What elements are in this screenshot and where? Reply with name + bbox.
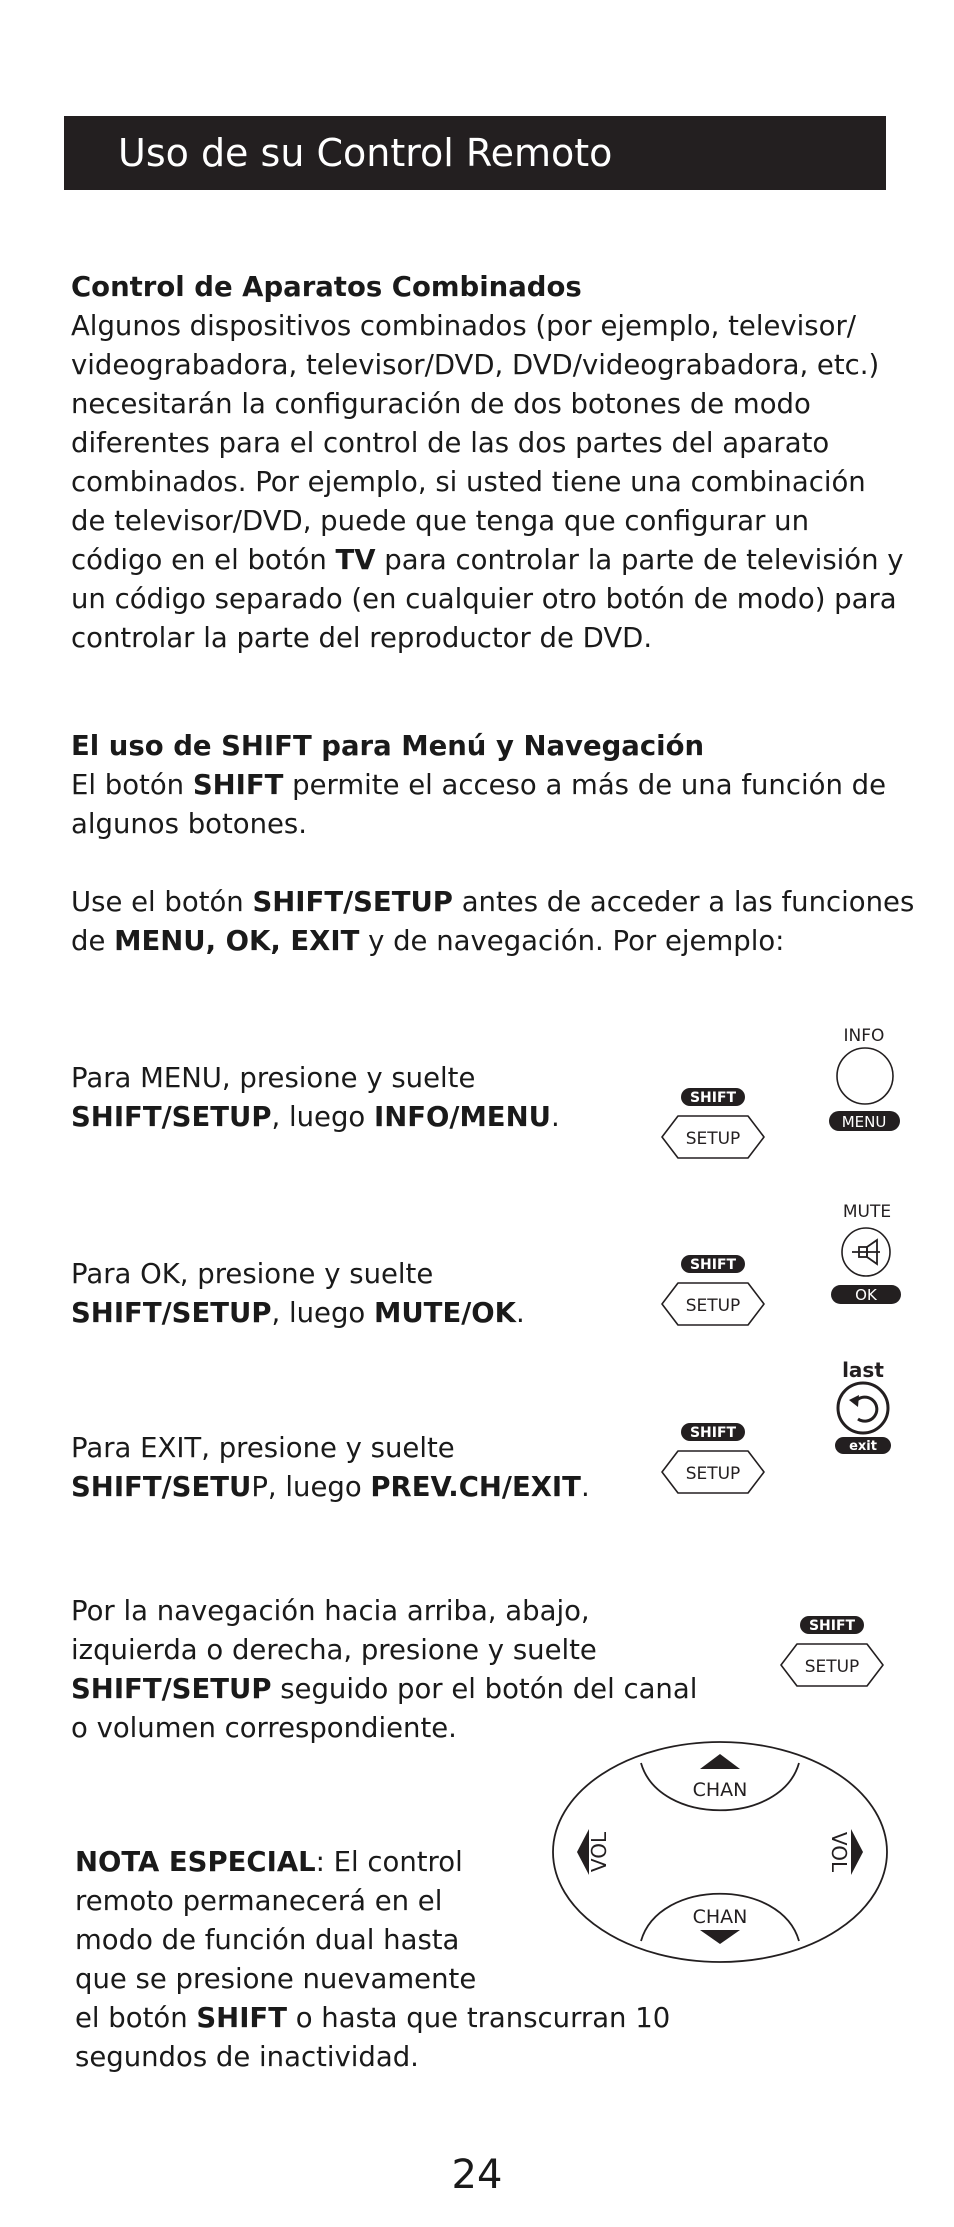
paragraph-line: de televisor/DVD, puede que tenga que configurar un: [71, 505, 810, 537]
last-exit-button-icon: [828, 1356, 900, 1456]
note-line1: NOTA ESPECIAL: El control: [75, 1846, 463, 1878]
note-line3: modo de función dual hasta: [75, 1924, 460, 1956]
shift-label: SHIFT: [808, 1618, 856, 1634]
paragraph-line: El botón SHIFT permite el acceso a más de una función de: [71, 769, 886, 801]
step-nav-line4: o volumen correspondiente.: [71, 1712, 457, 1744]
info-label: INFO: [843, 1026, 885, 1046]
step-ok-line2: SHIFT/SETUP, luego MUTE/OK.: [71, 1297, 525, 1329]
shift-setup-button-icon: [658, 1085, 768, 1165]
step-nav-line3: SHIFT/SETUP seguido por el botón del canal: [71, 1673, 698, 1705]
note-line4: que se presione nuevamente: [75, 1963, 477, 1995]
shift-setup-button-icon: [658, 1420, 768, 1500]
menu-label: MENU: [841, 1113, 887, 1131]
chan-down-label: CHAN: [692, 1906, 748, 1928]
setup-label: SETUP: [685, 1464, 741, 1484]
paragraph-line: código en el botón TV para controlar la parte de televisión y: [71, 544, 904, 576]
setup-label: SETUP: [804, 1657, 860, 1677]
heading-combined-devices: Control de Aparatos Combinados: [71, 271, 582, 303]
shift-setup-button-icon: [658, 1252, 768, 1332]
note-line6: segundos de inactividad.: [75, 2041, 419, 2073]
exit-label: exit: [849, 1439, 877, 1454]
paragraph-line: controlar la parte del reproductor de DVD.: [71, 622, 653, 654]
note-line5: el botón SHIFT o hasta que transcurran 10: [75, 2002, 671, 2034]
heading-shift-navigation: El uso de SHIFT para Menú y Navegación: [71, 730, 705, 762]
paragraph-line: Use el botón SHIFT/SETUP antes de acceder a las funciones: [71, 886, 915, 918]
step-menu-line1: Para MENU, presione y suelte: [71, 1062, 476, 1094]
setup-label: SETUP: [685, 1129, 741, 1149]
step-exit-line1: Para EXIT, presione y suelte: [71, 1432, 455, 1464]
paragraph-line: videograbadora, televisor/DVD, DVD/videograbadora, etc.): [71, 349, 880, 381]
step-ok-line1: Para OK, presione y suelte: [71, 1258, 434, 1290]
navigation-pad-icon: [549, 1738, 891, 1966]
note-line2: remoto permanecerá en el: [75, 1885, 443, 1917]
vol-left-label: VOL: [587, 1831, 611, 1873]
section-title: Uso de su Control Remoto: [118, 131, 613, 175]
shift-label: SHIFT: [689, 1425, 737, 1441]
section-header-bar: [64, 116, 886, 190]
chan-up-label: CHAN: [692, 1779, 748, 1801]
paragraph-line: diferentes para el control de las dos partes del aparato: [71, 427, 830, 459]
step-menu-line2: SHIFT/SETUP, luego INFO/MENU.: [71, 1101, 560, 1133]
paragraph-line: de MENU, OK, EXIT y de navegación. Por ejemplo:: [71, 925, 785, 957]
last-label: last: [842, 1358, 884, 1382]
page-number: 24: [451, 2152, 503, 2198]
paragraph-line: Algunos dispositivos combinados (por ejemplo, televisor/: [71, 310, 857, 342]
vol-right-label: VOL: [827, 1831, 851, 1873]
paragraph-line: un código separado (en cualquier otro botón de modo) para: [71, 583, 897, 615]
paragraph-line: combinados. Por ejemplo, si usted tiene una combinación: [71, 466, 866, 498]
paragraph-line: necesitarán la configuración de dos botones de modo: [71, 388, 811, 420]
info-menu-button-icon: [822, 1023, 902, 1135]
step-exit-line2: SHIFT/SETUP, luego PREV.CH/EXIT.: [71, 1471, 590, 1503]
mute-label: MUTE: [842, 1202, 892, 1222]
shift-setup-button-icon: [777, 1613, 887, 1693]
ok-label: OK: [855, 1286, 877, 1304]
paragraph-line: algunos botones.: [71, 808, 308, 840]
last-button-circle: [838, 1383, 888, 1433]
shift-label: SHIFT: [689, 1257, 737, 1273]
step-nav-line1: Por la navegación hacia arriba, abajo,: [71, 1595, 590, 1627]
step-nav-line2: izquierda o derecha, presione y suelte: [71, 1634, 597, 1666]
shift-label: SHIFT: [689, 1090, 737, 1106]
setup-label: SETUP: [685, 1296, 741, 1316]
info-button-circle: [837, 1048, 893, 1104]
mute-ok-button-icon: [825, 1196, 905, 1306]
